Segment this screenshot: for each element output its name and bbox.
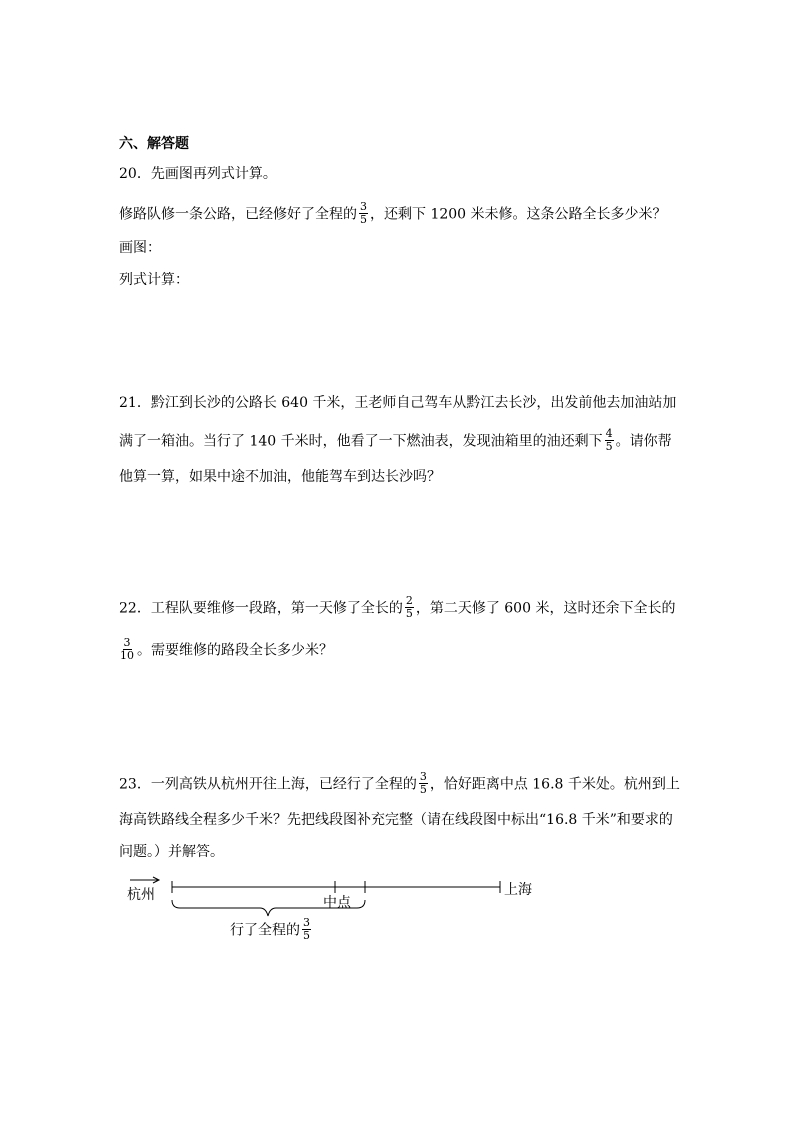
q23-fraction bbox=[419, 771, 428, 796]
q22-text-before: 22．工程队要维修一段路，第一天修了全长的 bbox=[119, 600, 403, 617]
midpoint-label: 中点 bbox=[323, 895, 351, 911]
q21-line-2 bbox=[119, 429, 672, 454]
end-label: 上海 bbox=[504, 882, 532, 898]
q22-text-after-2: 。需要维修的路段全长多少米？ bbox=[137, 642, 333, 659]
start-label: 杭州 bbox=[127, 887, 155, 903]
section-title: 六、解答题 bbox=[119, 136, 189, 152]
q20-calc-label: 列式计算： bbox=[119, 272, 189, 288]
q22-fraction-2 bbox=[119, 637, 135, 662]
brace-frac-den: 5 bbox=[303, 929, 310, 942]
q22-frac2-den: 10 bbox=[120, 649, 134, 662]
q22-line-2 bbox=[117, 638, 333, 663]
q20-number-text: 20．先画图再列式计算。 bbox=[119, 166, 277, 182]
q23-frac-num: 3 bbox=[419, 770, 427, 783]
q20-problem-line bbox=[119, 202, 667, 227]
q22-line-1 bbox=[119, 596, 675, 621]
q20-text-before: 修路队修一条公路，已经修好了全程的 bbox=[119, 206, 357, 223]
q23-line-1 bbox=[119, 772, 680, 797]
brace-fraction bbox=[302, 917, 311, 942]
q23-text-after: ，恰好距离中点 16.8 千米处。杭州到上 bbox=[429, 776, 680, 793]
q20-frac-den: 5 bbox=[360, 213, 367, 226]
q23-line-3: 问题。）并解答。 bbox=[119, 844, 224, 860]
q22-fraction-1 bbox=[405, 595, 414, 620]
q21-line-3: 他算一算，如果中途不加油，他能驾车到达长沙吗？ bbox=[119, 469, 441, 485]
segment-diagram bbox=[120, 874, 540, 954]
q20-text-after: ，还剩下 1200 米未修。这条公路全长多少米？ bbox=[370, 206, 667, 223]
q21-text-before: 满了一箱油。当行了 140 千米时，他看了一下燃油表，发现油箱里的油还剩下 bbox=[119, 433, 603, 450]
brace-label bbox=[230, 918, 313, 943]
q23-frac-den: 5 bbox=[419, 783, 427, 796]
q23-text-before: 23．一列高铁从杭州开往上海，已经行了全程的 bbox=[119, 776, 417, 793]
q21-line-1: 21．黔江到长沙的公路长 640 千米，王老师自己驾车从黔江去长沙，出发前他去加油站加 bbox=[119, 395, 677, 411]
q22-frac1-num: 2 bbox=[405, 594, 413, 607]
q21-text-after: 。请你帮 bbox=[615, 433, 672, 450]
q23-line-2: 海高铁路线全程多少千米？先把线段图补充完整（请在线段图中标出“16.8 千米”和要求的 bbox=[119, 812, 673, 828]
brace-frac-num: 3 bbox=[303, 916, 310, 929]
q21-frac-num: 4 bbox=[605, 427, 613, 440]
q22-frac2-num: 3 bbox=[123, 636, 131, 649]
q21-fraction bbox=[605, 428, 614, 453]
brace-label-text: 行了全程的 bbox=[230, 922, 300, 939]
q22-text-after: ，第二天修了 600 米，这时还余下全长的 bbox=[415, 600, 676, 617]
q20-draw-label: 画图： bbox=[119, 240, 161, 256]
q21-frac-den: 5 bbox=[605, 440, 613, 453]
segment-diagram-svg bbox=[120, 874, 540, 954]
q20-fraction bbox=[359, 201, 368, 226]
q20-frac-num: 3 bbox=[360, 200, 367, 213]
q22-frac1-den: 5 bbox=[405, 607, 413, 620]
